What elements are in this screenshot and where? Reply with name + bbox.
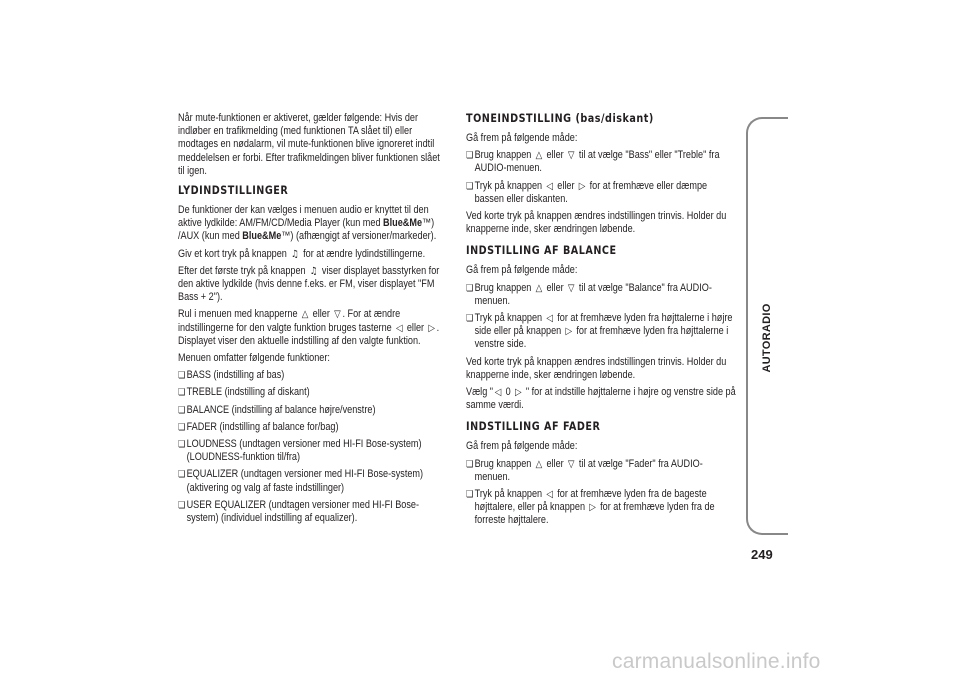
balance-intro: Gå frem på følgende måde: xyxy=(466,264,578,277)
balance-note: Ved korte tryk på knappen ændres indstillingen trinvis. Holder du knapperne inde, sker ændringen løbende. xyxy=(466,355,727,381)
list-item: ❏ Tryk på knappen ◁ for at fremhæve lyden fra de bageste højttalere, eller på knappen ▷ for at fremhæve lyden fra de forreste højttalere. xyxy=(466,488,738,528)
list-item: ❏ LOUDNESS (undtagen versioner med HI-FI Bose-system) (LOUDNESS-funktion til/fra) xyxy=(178,438,445,464)
menu-intro-paragraph: Menuen omfatter følgende funktioner: xyxy=(178,352,330,365)
list-item: ❏ Brug knappen △ eller ▽ til at vælge "Balance" fra AUDIO-menuen. xyxy=(466,282,738,308)
brand-blueme: Blue&Me xyxy=(383,217,423,230)
arrow-right-icon: ▷ xyxy=(589,502,596,514)
page-number: 249 xyxy=(751,547,773,562)
arrow-right-icon: ▷ xyxy=(578,180,586,192)
arrow-left-icon: ◁ xyxy=(395,322,403,334)
mute-paragraph: Når mute-funktionen er aktiveret, gælder følgende: Hvis der indløber en trafikmelding (med funktionen TA slået til) eller modtages en nødalarm, vil mute-funktionen blive ignoreret indtil meddelelsen er forbi. Efter trafikmeldingen bliver funktionen slået til igen. xyxy=(178,112,440,177)
arrow-up-icon: △ xyxy=(301,309,309,321)
watermark: carmanualsonline.info xyxy=(612,650,821,673)
first-press-paragraph: Efter det første tryk på knappen ♫ viser displayet basstyrken for den aktive lydkilde (hvis denne f.eks. er FM, viser displayet "FM Bass + 2"). xyxy=(178,264,440,304)
scroll-menu-paragraph: Rul i menuen med knapperne △ eller ▽ . For at ændre indstillingerne for den valgte funktion bruges tasterne ◁ eller ▷ . Displayet viser den aktuelle indstilling af den valgte funktion. xyxy=(178,308,440,347)
audio-note-icon: ♫ xyxy=(309,265,318,277)
list-item: ❏ EQUALIZER (undtagen versioner med HI-FI Bose-system) (aktivering og valg af faste indstillinger) xyxy=(178,468,445,494)
list-item: ❏ USER EQUALIZER (undtagen versioner med HI-FI Bose-system) (individuel indstilling af equalizer). xyxy=(178,499,445,525)
brand-blueme: Blue&Me xyxy=(242,230,282,243)
heading-toneindstilling: TONEINDSTILLING (bas/diskant) xyxy=(466,112,654,125)
heading-balance: INDSTILLING AF BALANCE xyxy=(466,244,617,258)
heading-lydindstillinger: LYDINDSTILLINGER xyxy=(178,184,289,198)
tone-note: Ved korte tryk på knappen ændres indstillingen trinvis. Holder du knapperne inde, sker ændringen løbende. xyxy=(466,210,727,236)
arrow-left-icon: ◁ xyxy=(494,387,502,399)
arrow-left-icon: ◁ xyxy=(546,489,554,501)
arrow-left-icon: ◁ xyxy=(546,180,554,192)
balance-center-paragraph: Vælg " ◁ 0 ▷ " for at indstille højttalerne i højre og venstre side på samme værdi. xyxy=(466,386,736,412)
right-column xyxy=(466,112,738,532)
arrow-right-icon: ▷ xyxy=(514,387,522,399)
arrow-down-icon: ▽ xyxy=(567,150,575,162)
audio-functions-paragraph: De funktioner der kan vælges i menuen audio er knyttet til den aktive lydkilde: AM/FM/CD/Media Player (kun med Blue&Me™) /AUX (kun med Blue&Me™) (afhængigt af versioner/markeder). xyxy=(178,204,437,243)
arrow-down-icon: ▽ xyxy=(567,458,575,470)
arrow-up-icon: △ xyxy=(535,150,543,162)
heading-fader: INDSTILLING AF FADER xyxy=(466,420,601,434)
arrow-left-icon: ◁ xyxy=(546,313,554,325)
arrow-down-icon: ▽ xyxy=(567,282,575,294)
list-item: ❏ Tryk på knappen ◁ for at fremhæve lyden fra højttalerne i højre side eller på knappen ▷ for at fremhæve lyden fra højttalerne i venstre side. xyxy=(466,312,738,352)
left-column xyxy=(178,112,445,529)
list-item: ❏ FADER (indstilling af balance for/bag) xyxy=(178,421,445,434)
arrow-right-icon: ▷ xyxy=(565,326,573,338)
list-item: ❏ Tryk på knappen ◁ eller ▷ for at fremhæve eller dæmpe bassen eller diskanten. xyxy=(466,180,738,206)
audio-button-paragraph: Giv et kort tryk på knappen ♫ for at ændre lydindstillingerne. xyxy=(178,247,426,260)
arrow-up-icon: △ xyxy=(535,282,543,294)
section-label: AUTORADIO xyxy=(761,303,773,373)
list-item: ❏ Brug knappen △ eller ▽ til at vælge "Bass" eller "Treble" fra AUDIO-menuen. xyxy=(466,149,738,175)
audio-note-icon: ♫ xyxy=(291,248,299,260)
list-item: ❏ Brug knappen △ eller ▽ til at vælge "Fader" fra AUDIO-menuen. xyxy=(466,458,738,484)
fader-intro: Gå frem på følgende måde: xyxy=(466,440,578,453)
arrow-down-icon: ▽ xyxy=(334,309,341,321)
list-item: ❏ TREBLE (indstilling af diskant) xyxy=(178,386,445,399)
arrow-right-icon: ▷ xyxy=(428,322,435,334)
arrow-up-icon: △ xyxy=(535,458,543,470)
list-item: ❏ BASS (indstilling af bas) xyxy=(178,369,445,382)
list-item: ❏ BALANCE (indstilling af balance højre/venstre) xyxy=(178,404,445,417)
tone-intro: Gå frem på følgende måde: xyxy=(466,132,578,144)
